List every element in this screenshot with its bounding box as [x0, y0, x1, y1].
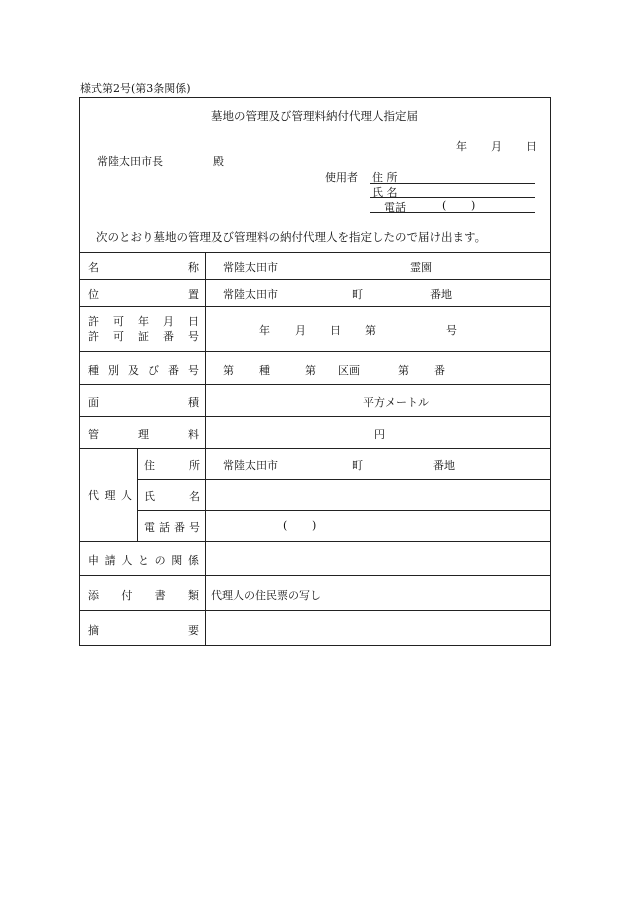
- number: 番: [434, 364, 445, 377]
- row-divider: [137, 479, 550, 480]
- label-permit-number: 許 可 証 番 号: [88, 330, 199, 343]
- permit-day: 日: [330, 324, 341, 337]
- label-type-number: 種 別 及 び 番 号: [88, 364, 199, 377]
- applicant-phone-line: [370, 212, 535, 213]
- label-agent-address: 住 所: [144, 459, 200, 472]
- label-remarks: 摘 要: [88, 624, 199, 637]
- date-month: 月: [491, 140, 502, 153]
- kind-dai: 第: [223, 364, 234, 377]
- name-suffix: 霊園: [410, 261, 432, 274]
- row-divider: [80, 541, 550, 542]
- row-divider: [80, 306, 550, 307]
- attachment-value: 代理人の住民票の写し: [211, 589, 321, 602]
- row-divider: [80, 416, 550, 417]
- honorific: 殿: [213, 155, 224, 168]
- agent-phone-open: (: [283, 519, 288, 532]
- designation-form: [79, 97, 551, 646]
- row-divider: [80, 448, 550, 449]
- applicant-address-label: 住 所: [372, 171, 398, 184]
- agent-address-city: 常陸太田市: [223, 459, 278, 472]
- applicant-phone-label: 電話: [384, 201, 406, 214]
- date-year: 年: [456, 140, 467, 153]
- applicant-heading: 使用者: [325, 171, 358, 184]
- permit-month: 月: [295, 324, 306, 337]
- location-town: 町: [352, 288, 363, 301]
- label-fee: 管 理 料: [88, 428, 199, 441]
- row-divider: [80, 575, 550, 576]
- row-divider: [137, 510, 550, 511]
- location-city: 常陸太田市: [223, 288, 278, 301]
- label-agent: 代 理 人: [88, 489, 132, 502]
- row-divider: [80, 351, 550, 352]
- area-unit: 平方メートル: [363, 396, 429, 409]
- label-permit-date: 許 可 年 月 日: [88, 315, 199, 328]
- applicant-name-label: 氏 名: [372, 186, 398, 199]
- label-attachment: 添 付 書 類: [88, 589, 199, 602]
- permit-gou: 号: [446, 324, 457, 337]
- section-dai: 第: [305, 364, 316, 377]
- column-divider: [205, 252, 206, 645]
- label-agent-name: 氏 名: [144, 490, 200, 503]
- applicant-phone-close: ): [471, 199, 476, 212]
- label-agent-phone: 電 話 番 号: [144, 521, 200, 534]
- agent-address-lot: 番地: [433, 459, 455, 472]
- agent-address-town: 町: [352, 459, 363, 472]
- row-divider: [80, 384, 550, 385]
- date-day: 日: [526, 140, 537, 153]
- label-location: 位 置: [88, 288, 199, 301]
- name-city: 常陸太田市: [223, 261, 278, 274]
- row-divider: [80, 610, 550, 611]
- kind: 種: [259, 364, 270, 377]
- number-dai: 第: [398, 364, 409, 377]
- permit-dai: 第: [365, 324, 376, 337]
- addressee: 常陸太田市長: [97, 155, 163, 168]
- applicant-name-line: [370, 197, 535, 198]
- permit-year: 年: [259, 324, 270, 337]
- form-title: 墓地の管理及び管理料納付代理人指定届: [211, 109, 418, 123]
- agent-column-divider: [137, 448, 138, 541]
- fee-unit: 円: [374, 428, 385, 441]
- applicant-phone-open: (: [442, 199, 447, 212]
- statement: 次のとおり墓地の管理及び管理料の納付代理人を指定したので届け出ます。: [96, 230, 487, 244]
- label-relation: 申 請 人 と の 関 係: [88, 554, 199, 567]
- label-area: 面 積: [88, 396, 199, 409]
- row-divider: [80, 252, 550, 253]
- label-name: 名 称: [88, 261, 199, 274]
- row-divider: [80, 279, 550, 280]
- form-number-label: 様式第2号(第3条関係): [80, 82, 191, 95]
- location-lot: 番地: [430, 288, 452, 301]
- section: 区画: [338, 364, 360, 377]
- agent-phone-close: ): [312, 519, 317, 532]
